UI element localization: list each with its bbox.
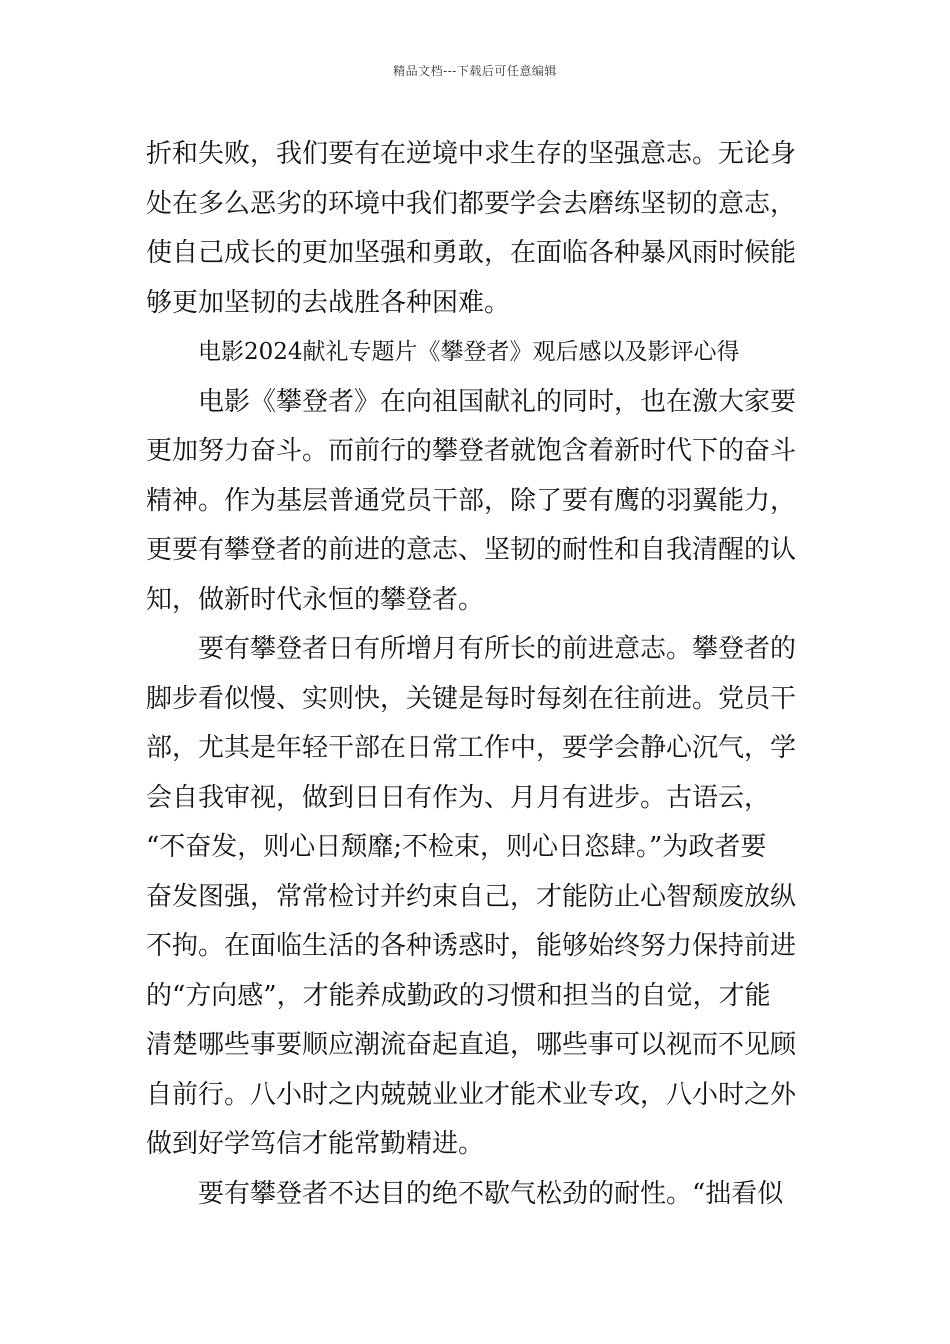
text-line: 不拘。在面临生活的各种诱惑时，能够始终努力保持前进 xyxy=(146,931,797,961)
text-line: 要有攀登者不达目的绝不歇气松劲的耐性。“拙看似 xyxy=(198,1178,784,1209)
section-title: 电影2024献礼专题片《攀登者》观后感以及影评心得 xyxy=(198,339,740,365)
text-line: 部，尤其是年轻干部在日常工作中，要学会静心沉气，学 xyxy=(146,733,797,763)
text-line: 知，做新时代永恒的攀登者。 xyxy=(146,584,485,615)
text-line: 精神。作为基层普通党员干部，除了要有鹰的羽翼能力， xyxy=(146,485,797,516)
text-line: 清楚哪些事要顺应潮流奋起直追，哪些事可以视而不见顾 xyxy=(146,1030,797,1060)
text-line: 要有攀登者日有所增月有所长的前进意志。攀登者的 xyxy=(198,634,797,664)
document-body xyxy=(146,130,806,1219)
text-line: 折和失败，我们要有在逆境中求生存的坚强意志。无论身 xyxy=(146,139,797,169)
text-line: 脚步看似慢、实则快，关键是每时每刻在往前进。党员干 xyxy=(146,683,797,714)
text-line: 够更加坚韧的去战胜各种困难。 xyxy=(146,287,511,318)
page-header: 精品文档---下载后可任意编辑 xyxy=(393,64,557,78)
text-line: 会自我审视，做到日日有作为、月月有进步。古语云， xyxy=(146,782,771,813)
text-line: 奋发图强，常常检讨并约束自己，才能防止心智颓废放纵 xyxy=(146,881,797,912)
text-line: 的“方向感”，才能养成勤政的习惯和担当的自觉，才能 xyxy=(146,980,771,1011)
text-line: 电影《攀登者》在向祖国献礼的同时，也在激大家要 xyxy=(198,386,797,417)
text-line: 更要有攀登者的前进的意志、坚韧的耐性和自我清醒的认 xyxy=(146,535,797,565)
text-line: 处在多么恶劣的环境中我们都要学会去磨练坚韧的意志， xyxy=(146,188,797,219)
text-line: 自前行。八小时之内兢兢业业才能术业专攻，八小时之外 xyxy=(146,1079,797,1110)
text-line: “不奋发，则心日颓靡;不检束，则心日恣肆。”为政者要 xyxy=(146,832,767,862)
text-line: 更加努力奋斗。而前行的攀登者就饱含着新时代下的奋斗 xyxy=(146,436,797,466)
text-line: 做到好学笃信才能常勤精进。 xyxy=(146,1129,485,1159)
text-line: 使自己成长的更加坚强和勇敢，在面临各种暴风雨时候能 xyxy=(146,238,797,268)
